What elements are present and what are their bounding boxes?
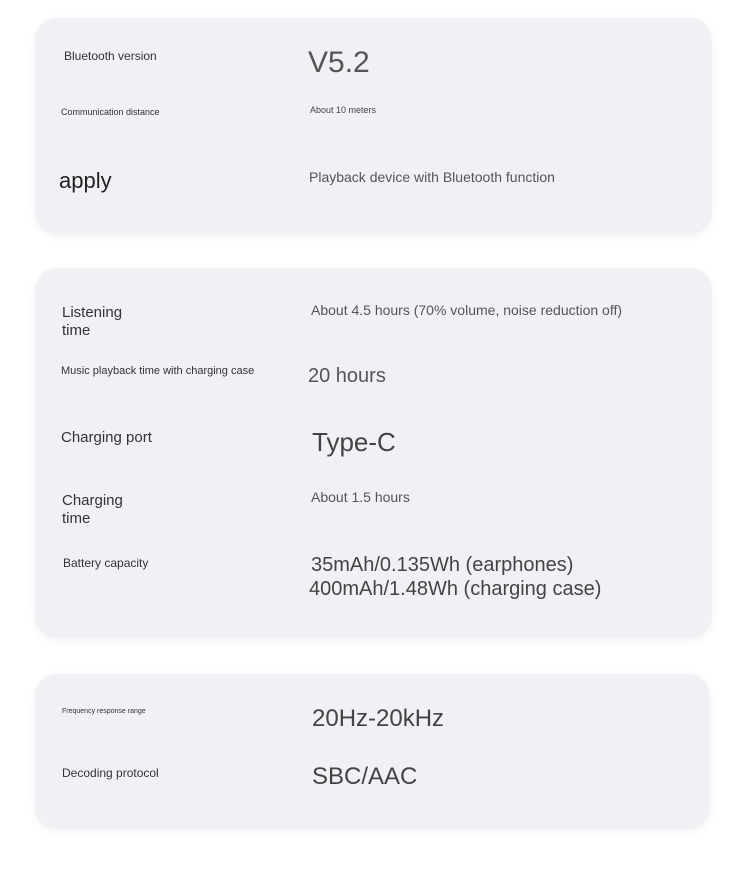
- value-charging-port: Type-C: [312, 427, 396, 457]
- label-battery-capacity: Battery capacity: [63, 556, 149, 570]
- label-apply: apply: [59, 168, 112, 193]
- label-charging-time: Charging time: [62, 492, 123, 527]
- spec-card-connectivity: [35, 18, 712, 234]
- value-frequency-response: 20Hz-20kHz: [312, 705, 445, 732]
- value-listening-time: About 4.5 hours (70% volume, noise reduction off): [311, 302, 623, 318]
- label-frequency-response: Frequency response range: [62, 708, 146, 715]
- label-charging-port: Charging port: [61, 429, 152, 446]
- value-communication-distance: About 10 meters: [310, 105, 377, 115]
- label-music-playback-time: Music playback time with charging case: [61, 365, 255, 377]
- value-charging-time: About 1.5 hours: [311, 489, 410, 505]
- spec-card-battery: [35, 268, 712, 638]
- value-music-playback-time: 20 hours: [308, 365, 386, 387]
- value-apply: Playback device with Bluetooth function: [309, 169, 555, 185]
- label-listening-time: Listening time: [62, 304, 123, 339]
- label-communication-distance: Communication distance: [61, 107, 160, 117]
- value-battery-capacity-case: 400mAh/1.48Wh (charging case): [309, 578, 602, 600]
- label-bluetooth-version: Bluetooth version: [64, 49, 157, 63]
- value-bluetooth-version: V5.2: [308, 46, 370, 79]
- label-decoding-protocol: Decoding protocol: [62, 766, 159, 780]
- spec-card-audio: [35, 674, 710, 829]
- value-decoding-protocol: SBC/AAC: [312, 763, 418, 790]
- value-battery-capacity-earphones: 35mAh/0.135Wh (earphones): [311, 554, 574, 576]
